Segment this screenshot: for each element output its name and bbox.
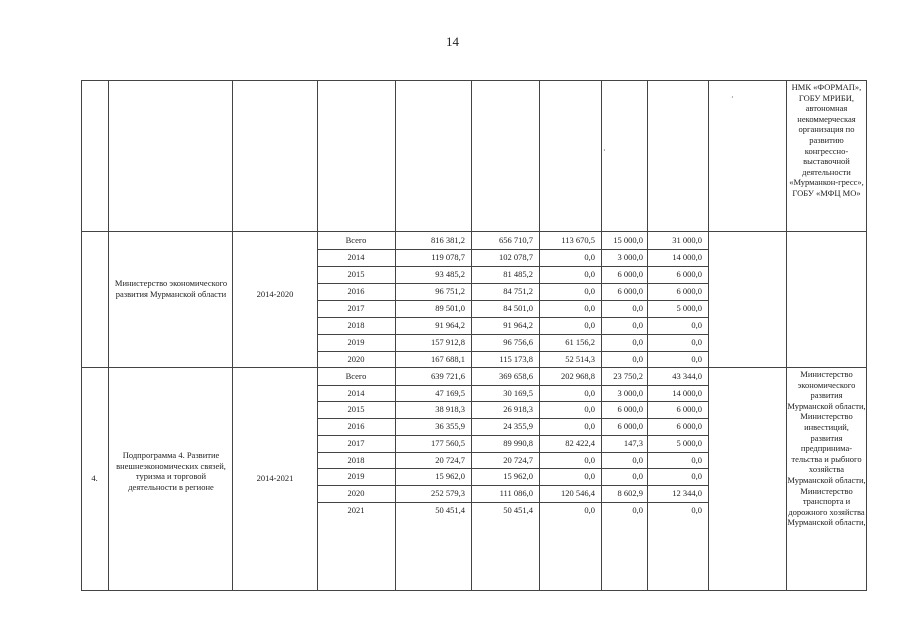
amount-cell: 96 756,6 [503,337,533,347]
year-cell: 2017 [347,437,365,448]
year-cell: 2016 [347,286,365,296]
year-cell: 2015 [347,404,365,415]
amount-cell: 0,0 [632,504,643,515]
amount-cell: 0,0 [632,303,643,313]
amount-cell: 6 000,0 [676,269,702,279]
amount-cell: 6 000,0 [676,421,702,432]
amount-cell: 120 546,4 [561,487,595,498]
page-number: 14 [446,34,459,49]
amount-cell: 177 560,5 [431,437,465,448]
amount-cell: 91 964,2 [503,320,533,330]
row-divider [81,367,867,368]
column-divider [232,80,233,591]
amount-cell: 15 962,0 [503,471,533,482]
amount-cell: 47 169,5 [435,387,465,398]
amount-cell: 36 355,9 [435,421,465,432]
amount-cell: 0,0 [584,303,595,313]
amount-cell: 84 751,2 [503,286,533,296]
row-divider [317,502,708,503]
amount-cell: 0,0 [691,454,702,465]
year-cell: 2020 [347,487,365,498]
amount-cell: 15 962,0 [435,471,465,482]
row-divider [317,266,708,267]
amount-cell: 24 355,9 [503,421,533,432]
row-divider [317,351,708,352]
amount-cell: 0,0 [584,286,595,296]
row-divider [317,485,708,486]
amount-cell: 115 173,8 [499,354,533,364]
row-divider [317,300,708,301]
amount-cell: 12 344,0 [672,487,702,498]
amount-cell: 0,0 [691,320,702,330]
amount-cell: 26 918,3 [503,404,533,415]
amount-cell: 167 688,1 [431,354,465,364]
amount-cell: 0,0 [691,504,702,515]
amount-cell: 6 000,0 [676,286,702,296]
row-divider [317,401,708,402]
amount-cell: 81 485,2 [503,269,533,279]
amount-cell: 0,0 [632,320,643,330]
amount-cell: 14 000,0 [672,387,702,398]
amount-cell: 0,0 [691,471,702,482]
amount-cell: 816 381,2 [431,235,465,245]
row-divider [317,334,708,335]
amount-cell: 3 000,0 [617,252,643,262]
row-divider [317,435,708,436]
block1-executor: Министерство экономического развития Мурманской области [114,278,228,299]
amount-cell: 14 000,0 [672,252,702,262]
amount-cell: 369 658,6 [499,371,533,381]
column-divider [108,80,109,591]
amount-cell: 0,0 [584,320,595,330]
amount-cell: 0,0 [584,421,595,432]
row-divider [81,231,867,232]
block2-period: 2014-2021 [256,473,294,483]
amount-cell: 0,0 [691,337,702,347]
amount-cell: 0,0 [584,471,595,482]
amount-cell: 0,0 [584,404,595,415]
year-cell: Всего [345,235,367,245]
amount-cell: 0,0 [632,337,643,347]
amount-cell: 6 000,0 [617,286,643,296]
amount-cell: 91 964,2 [435,320,465,330]
amount-cell: 20 724,7 [503,454,533,465]
table-border-left [81,80,82,591]
amount-cell: 147,3 [623,437,643,448]
budget-table [81,80,867,591]
year-cell: 2014 [347,252,365,262]
year-cell: 2016 [347,421,365,432]
amount-cell: 0,0 [691,354,702,364]
amount-cell: 8 602,9 [617,487,643,498]
amount-cell: 0,0 [632,454,643,465]
row-divider [317,317,708,318]
row-divider [317,385,708,386]
amount-cell: 102 078,7 [499,252,533,262]
amount-cell: 656 710,7 [499,235,533,245]
block2-executors: Министерство экономического развития Мурманской области, Министерство инвестиций, развития предпринима-тельства и рыбного хозяйства Мурманской области, Министерство транспорта и дорожного хозяйства Мурманской области, [787,369,866,528]
amount-cell: 113 670,5 [561,235,595,245]
year-cell: 2021 [347,504,365,515]
amount-cell: 38 918,3 [435,404,465,415]
amount-cell: 30 169,5 [503,387,533,398]
stray-mark: · [731,93,734,102]
amount-cell: 119 078,7 [431,252,465,262]
table-border-bottom [81,590,867,591]
year-cell: Всего [345,371,367,381]
amount-cell: 0,0 [632,354,643,364]
row-divider [317,283,708,284]
table-border-top [81,80,867,81]
amount-cell: 31 000,0 [672,235,702,245]
amount-cell: 252 579,3 [431,487,465,498]
amount-cell: 0,0 [584,252,595,262]
amount-cell: 96 751,2 [435,286,465,296]
amount-cell: 6 000,0 [617,421,643,432]
amount-cell: 52 514,3 [565,354,595,364]
amount-cell: 5 000,0 [676,437,702,448]
year-cell: 2020 [347,354,365,364]
block2-number: 4. [91,473,98,483]
amount-cell: 43 344,0 [672,371,702,381]
amount-cell: 5 000,0 [676,303,702,313]
year-cell: 2014 [347,387,365,398]
row-divider [317,249,708,250]
year-cell: 2019 [347,471,365,482]
amount-cell: 6 000,0 [617,404,643,415]
row-divider [317,418,708,419]
year-cell: 2019 [347,337,365,347]
amount-cell: 50 451,4 [435,504,465,515]
amount-cell: 6 000,0 [676,404,702,415]
amount-cell: 3 000,0 [617,387,643,398]
stray-mark: · [603,146,606,155]
amount-cell: 93 485,2 [435,269,465,279]
table-border-right [866,80,867,591]
amount-cell: 0,0 [584,454,595,465]
row-divider [317,452,708,453]
amount-cell: 50 451,4 [503,504,533,515]
year-cell: 2015 [347,269,365,279]
amount-cell: 639 721,6 [431,371,465,381]
amount-cell: 82 422,4 [565,437,595,448]
amount-cell: 23 750,2 [613,371,643,381]
year-cell: 2018 [347,320,365,330]
amount-cell: 202 968,8 [561,371,595,381]
block1-period: 2014-2020 [256,289,294,299]
block2-subprogram-name: Подпрограмма 4. Развитие внешнеэкономических связей, туризма и торговой деятельности в регионе [116,450,226,492]
amount-cell: 61 156,2 [565,337,595,347]
amount-cell: 6 000,0 [617,269,643,279]
amount-cell: 15 000,0 [613,235,643,245]
column-divider [708,80,709,591]
year-cell: 2018 [347,454,365,465]
amount-cell: 89 501,0 [435,303,465,313]
amount-cell: 89 990,8 [503,437,533,448]
amount-cell: 0,0 [584,504,595,515]
amount-cell: 84 501,0 [503,303,533,313]
amount-cell: 0,0 [584,387,595,398]
row-divider [317,468,708,469]
amount-cell: 0,0 [632,471,643,482]
amount-cell: 20 724,7 [435,454,465,465]
top-row-executors: НМК «ФОРМАП», ГОБУ МРИБИ, автономная некоммерческая организация по развитию конгрессно-выставочной деятельности «Мурманкон-гресс», ГОБУ «МФЦ МО» [789,82,864,198]
year-cell: 2017 [347,303,365,313]
amount-cell: 0,0 [584,269,595,279]
amount-cell: 111 086,0 [499,487,533,498]
amount-cell: 157 912,8 [431,337,465,347]
